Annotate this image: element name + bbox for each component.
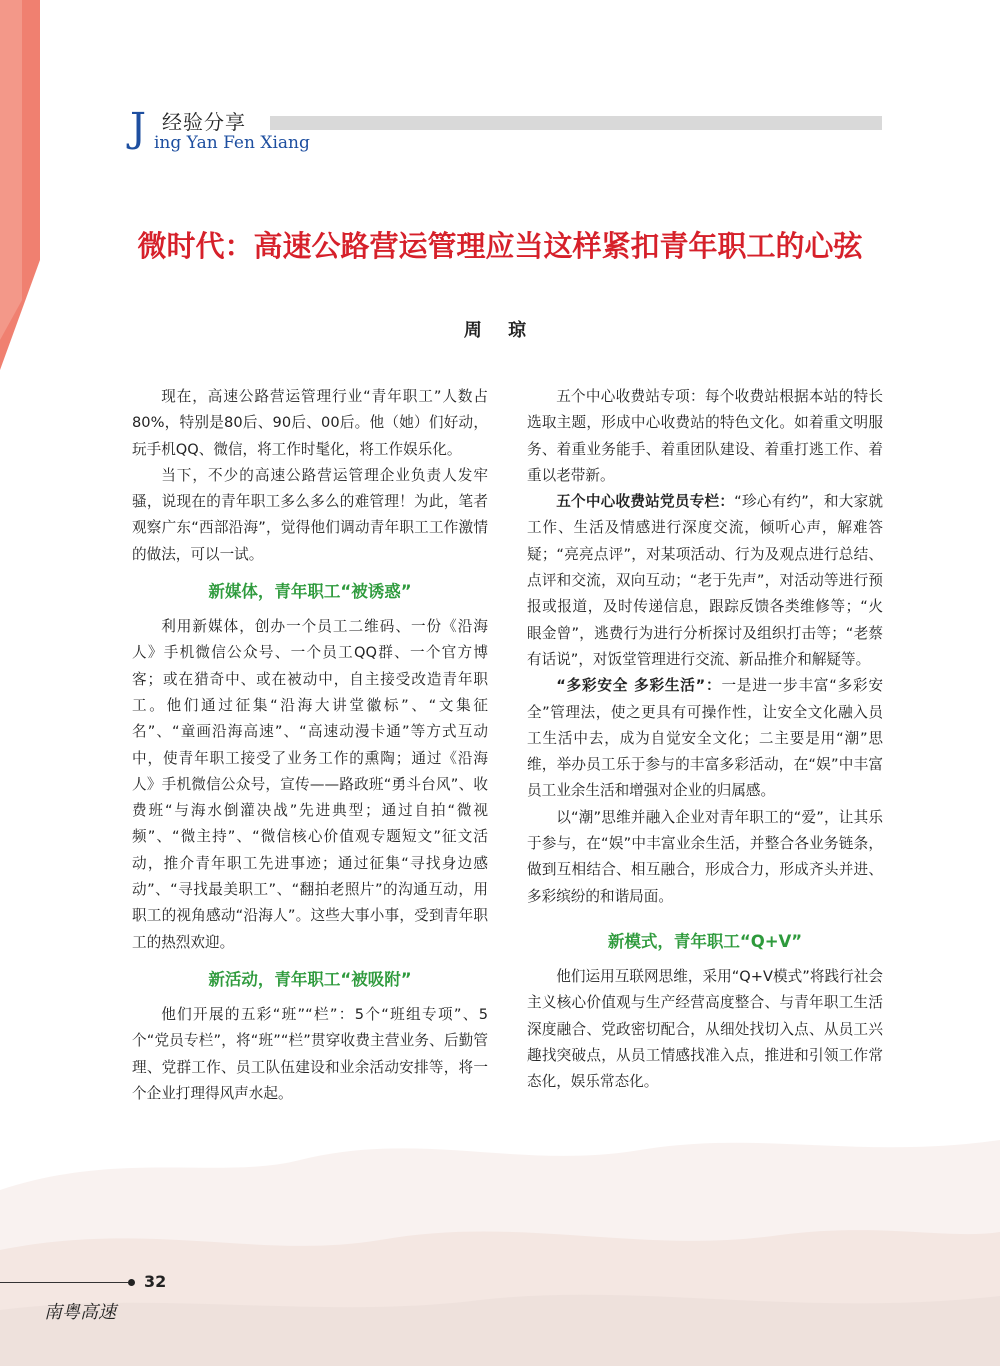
article-title: 微时代：高速公路营运管理应当这样紧扣青年职工的心弦 [137, 229, 863, 263]
subheading: 新模式，青年职工“Q+V” [607, 931, 803, 951]
magazine-logo: 南粤高速 [44, 1302, 116, 1323]
page-number: 32 [144, 1272, 167, 1291]
subheading: 新活动，青年职工“被吸附” [208, 969, 412, 989]
author-name: 周 琼 [463, 320, 537, 341]
section-header [130, 105, 890, 158]
paragraph-body: “珍心有约”，和大家就工作、生活及情感进行深度交流，倾听心声，解难答疑；“亮亮点评”，对某项活动、行为及观点进行总结、点评和交流，双向互动；“老于先声”，对活动等进行预报或报道，及时传递信息，跟踪反馈各类维修等；“火眼金曾”，逃费行为进行分析探讨及组织打击等；“老蔡有话说”，对饭堂管理进行交流、新品推介和解疑等。 [527, 493, 883, 668]
footer-rule [0, 1282, 128, 1283]
paragraph-lead: “多彩安全 多彩生活”： [556, 677, 722, 695]
paragraph-lead: 五个中心收费站党员专栏： [556, 493, 735, 511]
header-title-en: ing Yan Fen Xiang [154, 133, 310, 153]
paragraph: 现在，高速公路营运管理行业“青年职工”人数占80%，特别是80后、90后、00后。他（她）们好动，玩手机QQ、微信，将工作时髦化，将工作娱乐化。 [132, 388, 488, 458]
paragraph [527, 489, 883, 673]
paragraph: 他们开展的五彩“班”“栏”：5个“班组专项”、5个“党员专栏”，将“班”“栏”贯穿收费主营业务、后勤管理、党群工作、员工队伍建设和业余活动安排等，将一个企业打理得风声水起。 [132, 1005, 488, 1102]
left-column [132, 384, 488, 1107]
header-title-cn: 经验分享 [162, 110, 246, 134]
paragraph: 当下，不少的高速公路营运管理企业负责人发牢骚，说现在的青年职工多么多么的难管理！为此，笔者观察广东“西部沿海”，觉得他们调动青年职工工作激情的做法，可以一试。 [132, 466, 488, 563]
paragraph: 以“潮”思维并融入企业对青年职工的“爱”，让其乐于参与，在“娱”中丰富业余生活，并整合各业务链条，做到互相结合、相互融合，形成合力，形成齐头并进、多彩缤纷的和谐局面。 [527, 808, 883, 905]
page-footer [0, 1270, 300, 1330]
header-bar [270, 116, 882, 130]
footer-dot-icon [128, 1279, 135, 1286]
paragraph: 他们运用互联网思维，采用“Q+V模式”将践行社会主义核心价值观与生产经营高度整合、与青年职工生活深度融合、党政密切配合，从细处找切入点、从员工兴趣找突破点，从员工情感找准入点，推进和引领工作常态化，娱乐常态化。 [527, 967, 883, 1091]
paragraph: 五个中心收费站专项：每个收费站根据本站的特长选取主题，形成中心收费站的特色文化。如着重文明服务、着重业务能手、着重团队建设、着重打逃工作、着重以老带新。 [527, 388, 883, 484]
subheading: 新媒体，青年职工“被诱惑” [208, 582, 412, 602]
paragraph [527, 673, 883, 804]
right-column [527, 384, 883, 1095]
paragraph: 利用新媒体，创办一个员工二维码、一份《沿海人》手机微信公众号、一个员工QQ群、一个官方博客；或在猎奇中、或在被动中，自主接受改造青年职工。他们通过征集“沿海大讲堂徽标”、“文集征名”、“童画沿海高速”、“高速动漫卡通”等方式互动中，使青年职工接受了业务工作的熏陶；通过《沿海人》手机微信公众号，宣传——路政班“勇斗台风”、收费班“与海水倒灌决战”先进典型；通过自拍“微视频”、“微主持”、“微信核心价值观专题短文”征文活动，推介青年职工先进事迹；通过征集“寻找身边感动”、“寻找最美职工”、“翻拍老照片”的沟通互动，用职工的视角感动“沿海人”。这些大事小事，受到青年职工的热烈欢迎。 [132, 618, 488, 951]
header-initial: J [130, 105, 147, 151]
paragraph-body: 一是进一步丰富“多彩安全”管理法，使之更具有可操作性，让安全文化融入员工生活中去，成为自觉安全文化；二主要是用“潮”思维，举办员工乐于参与的丰富多彩活动，在“娱”中丰富员工业余生活和增强对企业的归属感。 [527, 677, 883, 800]
